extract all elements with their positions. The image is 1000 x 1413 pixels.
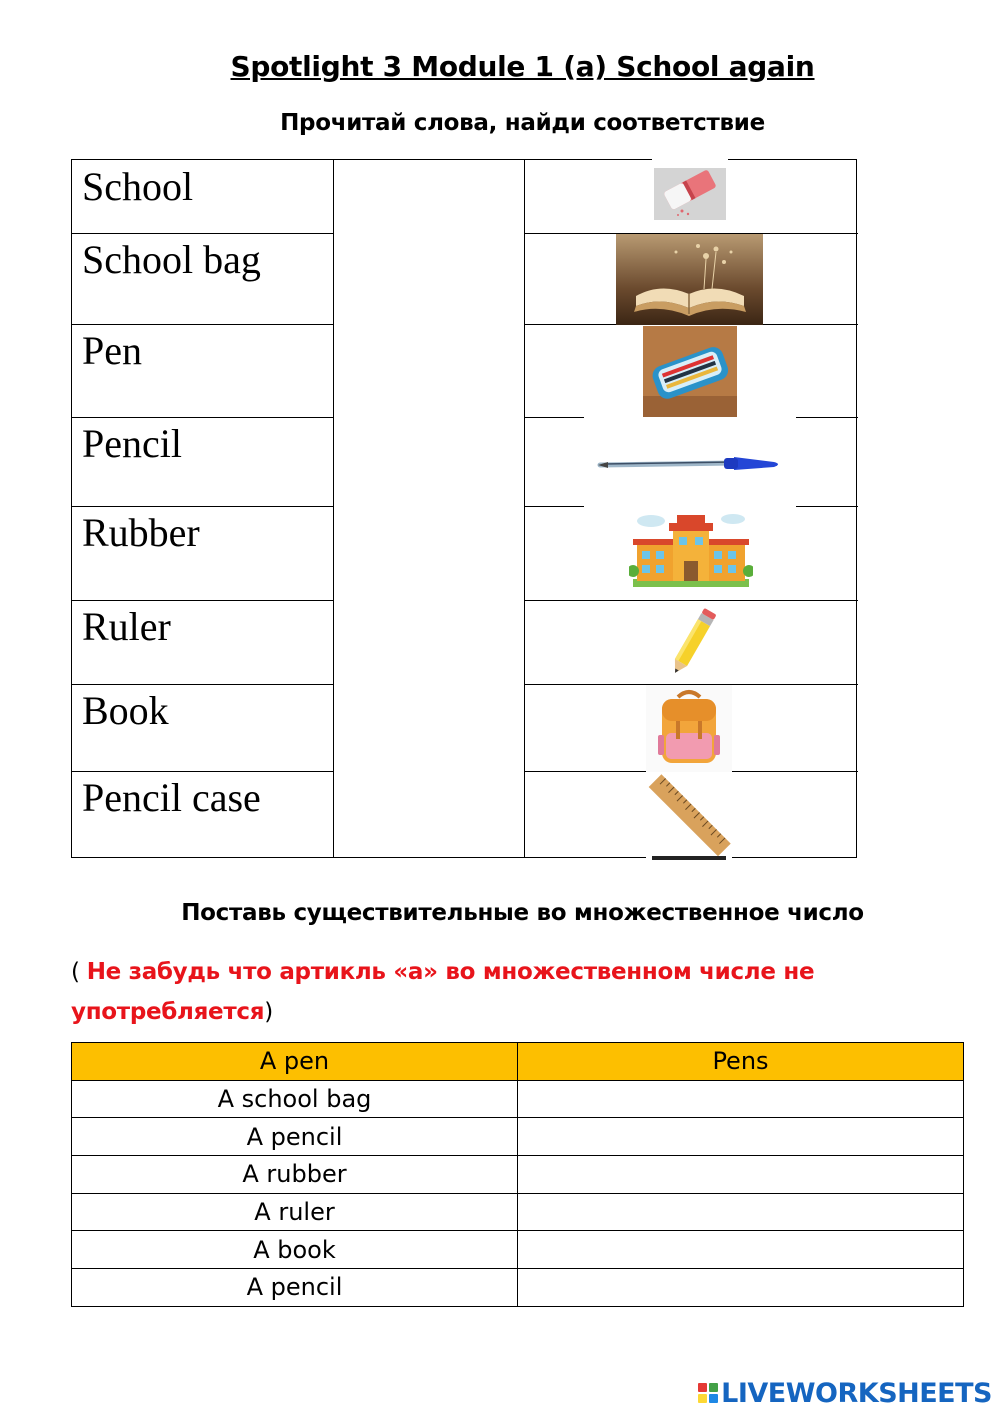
table-row — [72, 1156, 964, 1194]
matching-table — [71, 159, 857, 858]
ruler-picture[interactable] — [646, 772, 732, 860]
pen-picture[interactable] — [584, 417, 796, 507]
answer-cell[interactable] — [518, 1156, 964, 1194]
singular-cell: A ruler — [72, 1193, 518, 1231]
plural-table — [71, 1042, 964, 1307]
task1-instruction: Прочитай слова, найди соответствие — [280, 110, 765, 136]
rubber-picture[interactable] — [652, 156, 728, 224]
pencil-icon — [656, 602, 732, 678]
pencil-case-icon — [643, 326, 737, 418]
liveworksheets-logo — [698, 1378, 992, 1408]
table-row — [72, 1080, 964, 1118]
row-divider — [72, 233, 333, 234]
school-bag-icon — [646, 685, 732, 774]
column-divider — [524, 160, 525, 857]
word-rubber: Rubber — [82, 510, 200, 555]
task2-instruction: Поставь существительные во множественное число — [181, 900, 864, 926]
row-divider — [524, 600, 858, 601]
school-building-icon — [629, 507, 753, 595]
word-school-bag: School bag — [82, 237, 261, 282]
table-row — [72, 1231, 964, 1269]
note-warning: Не забудь что артикль «а» во множественном числе не употребляется — [71, 959, 815, 1025]
singular-cell: A rubber — [72, 1156, 518, 1194]
singular-cell: A pencil — [72, 1269, 518, 1307]
pencil-case-picture[interactable] — [643, 326, 737, 418]
singular-cell: A school bag — [72, 1080, 518, 1118]
header-plural: Pens — [518, 1043, 964, 1081]
school-bag-picture[interactable] — [646, 685, 732, 774]
row-divider — [72, 506, 333, 507]
answer-cell[interactable] — [518, 1118, 964, 1156]
header-singular: A pen — [72, 1043, 518, 1081]
logo-grid-icon — [698, 1383, 718, 1403]
pen-icon — [584, 417, 796, 507]
word-pencil: Pencil — [82, 421, 182, 466]
table-header-row — [72, 1043, 964, 1081]
note-close-paren: ) — [264, 999, 273, 1025]
word-book: Book — [82, 688, 169, 733]
answer-cell[interactable] — [518, 1080, 964, 1118]
ruler-icon — [646, 772, 732, 860]
word-ruler: Ruler — [82, 604, 171, 649]
school-picture[interactable] — [629, 507, 753, 595]
open-book-icon — [616, 234, 763, 325]
singular-cell: A book — [72, 1231, 518, 1269]
row-divider — [72, 417, 333, 418]
word-pen: Pen — [82, 328, 142, 373]
row-divider — [72, 771, 333, 772]
row-divider — [72, 600, 333, 601]
pencil-picture[interactable] — [656, 602, 732, 678]
table-row — [72, 1269, 964, 1307]
answer-cell[interactable] — [518, 1193, 964, 1231]
logo-text: LIVEWORKSHEETS — [721, 1377, 992, 1409]
word-school: School — [82, 164, 194, 209]
rubber-eraser-icon — [652, 156, 728, 224]
book-picture[interactable] — [616, 234, 763, 325]
singular-cell: A pencil — [72, 1118, 518, 1156]
row-divider — [72, 324, 333, 325]
answer-cell[interactable] — [518, 1231, 964, 1269]
column-divider — [333, 160, 334, 857]
answer-cell[interactable] — [518, 1269, 964, 1307]
worksheet-title: Spotlight 3 Module 1 (a) School again — [230, 50, 815, 83]
task2-note — [71, 952, 891, 1032]
note-open-paren: ( — [71, 959, 87, 985]
table-row — [72, 1118, 964, 1156]
word-pencil-case: Pencil case — [82, 775, 261, 820]
row-divider — [72, 684, 333, 685]
table-row — [72, 1193, 964, 1231]
